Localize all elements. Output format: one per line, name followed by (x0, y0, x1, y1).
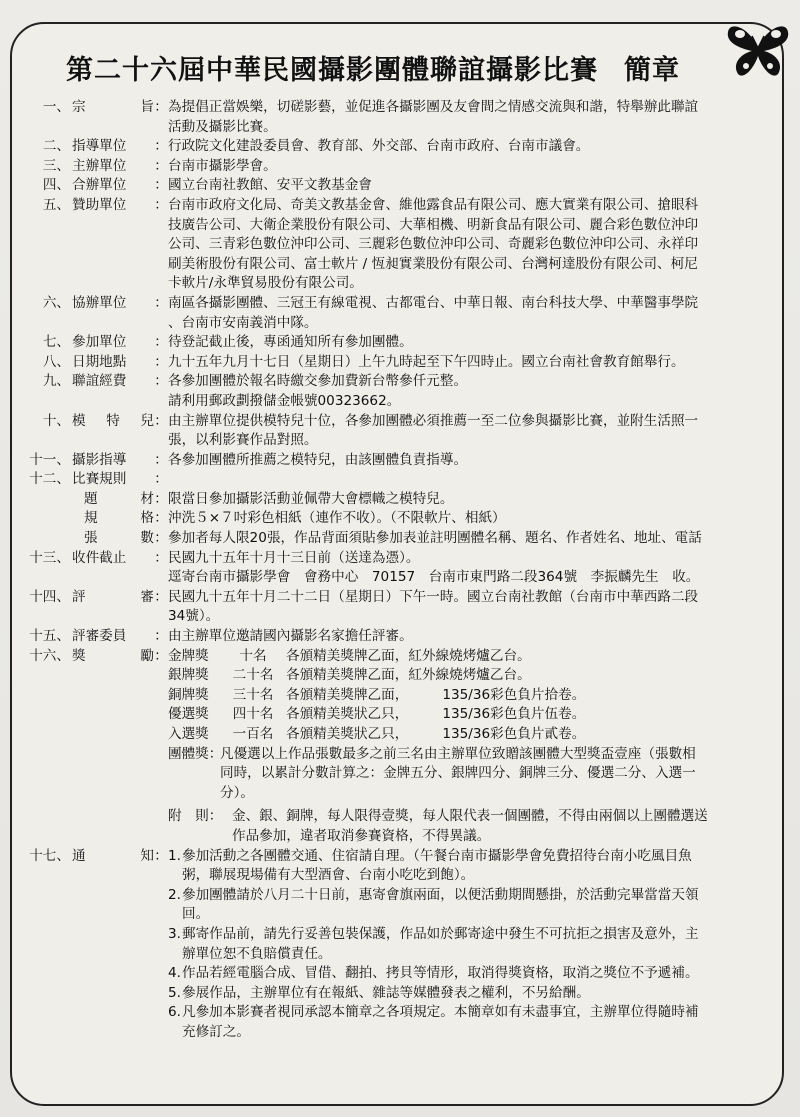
section-number: 五、 (42, 196, 70, 213)
notice-line: 郵寄作品前，請先行妥善包裝保護，作品如於郵寄途中發生不可抗拒之損害及意外，主 (182, 925, 699, 942)
rule-label: 張 數 (84, 530, 154, 547)
notice-item (168, 925, 770, 964)
group-award-line: 凡優選以上作品張數最多之前三名由主辦單位致贈該團體大型獎盃壹座（張數相 (220, 745, 696, 762)
group-award (168, 745, 770, 804)
section-line: 民國九十五年十月二十二日（星期日）下午一時。國立台南社教館（台南市中華西路二段 (168, 588, 699, 605)
notice-number: 6. (168, 1004, 181, 1021)
section-label: 比賽規則 (72, 471, 127, 488)
title-sub: 簡章 (624, 55, 680, 86)
rule-quantity: 張 數 ： 參加者每人限20張，作品背面須貼參加表並註明團體名稱、題名、作者姓名、地址、電話 (18, 529, 770, 549)
section-judging: 十四、 評 審 ： 民國九十五年十月二十二日（星期日）下午一時。國立台南社教館（台南市中華西路二段 34號）。 (18, 588, 770, 627)
section-models: 十、 模 特 兒 ： 由主辦單位提供模特兒十位，各參加團體必須推薦一至二位參與攝影比賽，並附生活照一 張，以利影賽作品對照。 (18, 412, 770, 451)
rule-format: 規 格 ： 沖洗５×７吋彩色相紙（連作不收）。（不限軟片、相紙） (18, 509, 770, 529)
section-label: 參加單位 (72, 334, 127, 351)
section-number: 十七、 (29, 847, 70, 864)
notice-number: 5. (168, 984, 181, 1001)
section-number: 四、 (42, 177, 70, 194)
section-line: 請利用郵政劃撥儲金帳號00323662。 (168, 392, 401, 409)
section-number: 二、 (42, 138, 70, 155)
award-name: 金牌獎 (168, 647, 209, 664)
award-desc: 各頒精美獎狀乙只， 135/36彩色負片貳卷。 (286, 726, 586, 742)
appendix-rules (168, 807, 770, 846)
section-number: 十六、 (29, 647, 70, 664)
section-line: 技廣告公司、大衛企業股份有限公司、大華相機、明新食品有限公司、麗合彩色數位沖印 (168, 216, 699, 233)
section-label: 指導單位 (72, 138, 127, 155)
title-main: 第二十六屆中華民國攝影團體聯誼攝影比賽 (66, 55, 598, 86)
award-selected (168, 725, 770, 745)
award-merit (168, 705, 770, 725)
notice-line: 辦單位恕不負賠償責任。 (182, 945, 332, 962)
notice-number: 2. (168, 886, 181, 903)
section-line: 南區各攝影團體、三冠王有線電視、古都電台、中華日報、南台科技大學、中華醫事學院 (168, 294, 699, 311)
section-number: 七、 (42, 334, 70, 351)
section-line: 刷美術股份有限公司、富士軟片 / 恆昶實業股份有限公司、台灣柯達股份有限公司、柯尼 (168, 255, 698, 272)
award-name: 銅牌獎 (168, 686, 209, 703)
section-line: 為提倡正當娛樂，切磋影藝，並促進各攝影團及友會間之情感交流與和諧，特舉辦此聯誼 (168, 99, 699, 115)
section-number: 一、 (42, 99, 70, 115)
section-co-organizer: 四、 合辦單位 ： 國立台南社教館、安平文教基金會 (18, 176, 770, 196)
award-name: 優選獎 (168, 706, 209, 723)
notice-line: 粥，聯展現場備有大型酒會、台南小吃吃到飽）。 (182, 867, 475, 884)
section-line: 台南市政府文化局、奇美文教基金會、維他露食品有限公司、應大實業有限公司、搶眼科 (168, 196, 699, 213)
section-number: 三、 (42, 157, 70, 174)
section-number: 十、 (42, 412, 70, 429)
notice-line: 凡參加本影賽者視同承認本簡章之各項規定。本簡章如有未盡事宜，主辦單位得隨時補 (182, 1004, 699, 1021)
notice-line: 參加活動之各團體交通、住宿請自理。（午餐台南市攝影學會免費招待台南小吃風目魚 (182, 847, 692, 864)
section-awards: 十六、 獎 勵 ： 金牌獎 十名 各頒精美獎牌乙面，紅外線燒烤爐乙台。 銀牌獎 二十名 各頒精美獎牌乙面，紅外線燒烤爐乙台。 銅牌獎 三十名 各頒精美獎牌乙面， 135/36彩色負片拾卷。 優選獎 四十名 各頒精美獎狀乙只， 135/36彩色負片伍卷。 入選獎 一百名 各頒精美獎狀乙只， 135/36彩色負片貳卷。 團體獎： 凡優選以上作品張數最多之前三名由主辦單位致贈該團體大型獎盃壹座（張數相 同時，以累計分數計算之：金牌五分、銀牌四分、銅牌三分、優選二分、入選一 分）。 附 則： 金、銀、銅牌，每人限得壹獎，每人限代表一個團體，不得由兩個以上團體選送 作品參加，違者取消參賽資格，不得異議。 (18, 647, 770, 847)
section-guidance: 二、 指導單位 ： 行政院文化建設委員會、教育部、外交部、台南市政府、台南市議會。 (18, 137, 770, 157)
section-organizer: 三、 主辦單位 ： 台南市攝影學會。 (18, 157, 770, 177)
section-label: 宗 旨 (72, 99, 154, 115)
section-line: 各參加團體於報名時繳交參加費新台幣參仟元整。 (168, 373, 468, 390)
section-line: 台南市攝影學會。 (168, 157, 277, 174)
section-line: 公司、三青彩色數位沖印公司、三麗彩色數位沖印公司、奇麗彩色數位沖印公司、永祥印 (168, 236, 699, 253)
section-line: 民國九十五年十月十三日前（送達為憑）。 (168, 549, 420, 566)
appendix-line: 金、銀、銅牌，每人限得壹獎，每人限代表一個團體，不得由兩個以上團體選送 (232, 808, 708, 825)
section-line: 國立台南社教館、安平文教基金會 (168, 177, 372, 194)
notice-number: 3. (168, 925, 181, 942)
notice-item (168, 964, 770, 984)
section-line: 待登記截止後，專函通知所有參加團體。 (168, 334, 413, 351)
notice-item (168, 886, 770, 925)
rule-text: 沖洗５×７吋彩色相紙（連作不收）。（不限軟片、相紙） (168, 510, 506, 527)
section-number: 九、 (42, 373, 70, 390)
notice-line: 參加團體請於八月二十日前，惠寄會旗兩面，以便活動期間懸掛，於活動完畢當當天領 (182, 886, 699, 903)
section-label: 獎 勵 (72, 647, 154, 664)
section-line: 由主辦單位提供模特兒十位，各參加團體必須推薦一至二位參與攝影比賽，並附生活照一 (168, 412, 699, 429)
group-award-line: 同時，以累計分數計算之：金牌五分、銀牌四分、銅牌三分、優選二分、入選一 (220, 765, 696, 782)
section-date-venue: 八、 日期地點 ： 九十五年九月十七日（星期日）上午九時起至下午四時止。國立台南社會教育館舉行。 (18, 353, 770, 373)
notice-line: 充修訂之。 (182, 1023, 250, 1040)
award-count: 二十名 (232, 667, 274, 684)
award-gold (168, 647, 770, 667)
section-label: 通 知 (72, 847, 154, 864)
award-count: 一百名 (232, 726, 274, 742)
notice-line: 回。 (182, 906, 210, 923)
award-count: 三十名 (232, 686, 274, 703)
section-label: 主辦單位 (72, 157, 127, 174)
notice-number: 4. (168, 965, 181, 982)
group-award-line: 分）。 (220, 784, 254, 801)
section-label: 評 審 (72, 588, 154, 605)
section-number: 十五、 (29, 628, 70, 645)
section-label: 協辦單位 (72, 294, 127, 311)
section-judges: 十五、 評審委員 ： 由主辦單位邀請國內攝影名家擔任評審。 (18, 627, 770, 647)
page-title (40, 48, 760, 87)
section-line: 活動及攝影比賽。 (168, 118, 277, 135)
section-label: 聯誼經費 (72, 373, 127, 390)
rule-text: 參加者每人限20張，作品背面須貼參加表並註明團體名稱、題名、作者姓名、地址、電話 (168, 530, 702, 547)
regulations-body (18, 98, 770, 1043)
rule-subject: 題 材 ： 限當日參加攝影活動並佩帶大會標幟之模特兒。 (18, 490, 770, 510)
section-line: 卡軟片/永準貿易股份有限公司。 (168, 275, 363, 292)
section-line: 逕寄台南市攝影學會 會務中心 70157 台南市東門路二段364號 李振麟先生 收。 (168, 569, 700, 586)
appendix-line: 作品參加，違者取消參賽資格，不得異議。 (232, 827, 491, 844)
appendix-label: 附 則： (168, 808, 223, 825)
section-label: 日期地點 (72, 353, 127, 370)
notice-item (168, 847, 770, 886)
section-label: 模 特 兒 (72, 412, 154, 429)
section-assisting: 六、 協辦單位 ： 南區各攝影團體、三冠王有線電視、古都電台、中華日報、南台科技大學、中華醫事學院 、台南市安南義消中隊。 (18, 294, 770, 333)
section-line: 各參加團體所推薦之模特兒，由該團體負責指導。 (168, 451, 468, 468)
award-bronze (168, 686, 770, 706)
notice-line: 參展作品，主辦單位有在報紙、雜誌等媒體發表之權利，不另給酬。 (182, 984, 590, 1001)
award-desc: 各頒精美獎牌乙面，紅外線燒烤爐乙台。 (286, 667, 531, 684)
award-desc: 各頒精美獎狀乙只， 135/36彩色負片伍卷。 (286, 706, 586, 723)
section-rules: 十二、 比賽規則 ： (18, 470, 770, 490)
section-notices: 十七、 通 知 ： 1. 參加活動之各團體交通、住宿請自理。（午餐台南市攝影學會免費招待台南小吃風目魚 粥，聯展現場備有大型酒會、台南小吃吃到飽）。 2. 參加團體請於八月二十日前，惠寄會旗兩面，以便活動期間懸掛，於活動完畢當當天領 回。 3. 郵寄作品前，請先行妥善包裝保護，作品如於郵寄途中發生不可抗拒之損害及意外，主 辦單位恕不負賠償責任。 4. 作品若經電腦合成、冒借、翻拍、拷貝等情形，取消得獎資格，取消之獎位不予遞補。 5. 參展作品，主辦單位有在報紙、雜誌等媒體發表之權利，不另給酬。 6. 凡參加本影賽者視同承認本簡章之各項規定。本簡章如有未盡事宜，主辦單位得隨時補 充修訂之。 (18, 847, 770, 1043)
section-label: 評審委員 (72, 628, 127, 645)
notice-line: 作品若經電腦合成、冒借、翻拍、拷貝等情形，取消得獎資格，取消之獎位不予遞補。 (182, 965, 699, 982)
section-line: 張，以利影賽作品對照。 (168, 432, 318, 449)
section-label: 收件截止 (72, 549, 127, 566)
section-label: 攝影指導 (72, 451, 127, 468)
section-deadline: 十三、 收件截止 ： 民國九十五年十月十三日前（送達為憑）。 逕寄台南市攝影學會 會務中心 70157 台南市東門路二段364號 李振麟先生 收。 (18, 549, 770, 588)
group-award-label: 團體獎： (168, 745, 223, 762)
section-number: 十四、 (29, 588, 70, 605)
section-photo-guidance: 十一、 攝影指導 ： 各參加團體所推薦之模特兒，由該團體負責指導。 (18, 451, 770, 471)
section-line: 由主辦單位邀請國內攝影名家擔任評審。 (168, 628, 413, 645)
award-desc: 各頒精美獎牌乙面，紅外線燒烤爐乙台。 (286, 647, 531, 664)
section-purpose: 一、 宗 旨 ： 為提倡正當娛樂，切磋影藝，並促進各攝影團及友會間之情感交流與和諧，特舉辦此聯誼 活動及攝影比賽。 (18, 98, 770, 137)
section-number: 十二、 (29, 471, 70, 488)
award-silver (168, 666, 770, 686)
section-participants: 七、 參加單位 ： 待登記截止後，專函通知所有參加團體。 (18, 333, 770, 353)
rule-text: 限當日參加攝影活動並佩帶大會標幟之模特兒。 (168, 490, 454, 507)
section-line: 行政院文化建設委員會、教育部、外交部、台南市政府、台南市議會。 (168, 138, 590, 155)
award-name: 銀牌獎 (168, 667, 209, 684)
section-number: 八、 (42, 353, 70, 370)
notice-number: 1. (168, 847, 181, 864)
section-line: 34號）。 (168, 608, 220, 625)
award-desc: 各頒精美獎牌乙面， 135/36彩色負片拾卷。 (286, 686, 586, 703)
section-label: 贊助單位 (72, 196, 127, 213)
rule-label: 規 格 (84, 510, 154, 527)
notice-item (168, 1003, 770, 1042)
award-name: 入選獎 (168, 726, 209, 742)
section-line: 、台南市安南義消中隊。 (168, 314, 318, 331)
section-number: 十一、 (29, 451, 70, 468)
award-count: 四十名 (232, 706, 274, 723)
notice-item (168, 984, 770, 1004)
section-sponsors: 五、 贊助單位 ： 台南市政府文化局、奇美文教基金會、維他露食品有限公司、應大實業有限公司、搶眼科 技廣告公司、大衛企業股份有限公司、大華相機、明新食品有限公司、麗合彩色數位沖印 公司、三青彩色數位沖印公司、三麗彩色數位沖印公司、奇麗彩色數位沖印公司、永祥印 刷美術股份有限公司、富士軟片 / 恆昶實業股份有限公司、台灣柯達股份有限公司、柯尼 卡軟片/永準貿易股份有限公司。 (18, 196, 770, 294)
section-label: 合辦單位 (72, 177, 127, 194)
award-count: 十名 (239, 647, 267, 664)
rule-label: 題 材 (84, 490, 154, 507)
section-line: 九十五年九月十七日（星期日）上午九時起至下午四時止。國立台南社會教育館舉行。 (168, 353, 685, 370)
section-fees: 九、 聯誼經費 ： 各參加團體於報名時繳交參加費新台幣參仟元整。 請利用郵政劃撥儲金帳號00323662。 (18, 372, 770, 411)
section-number: 六、 (42, 294, 70, 311)
section-number: 十三、 (29, 549, 70, 566)
